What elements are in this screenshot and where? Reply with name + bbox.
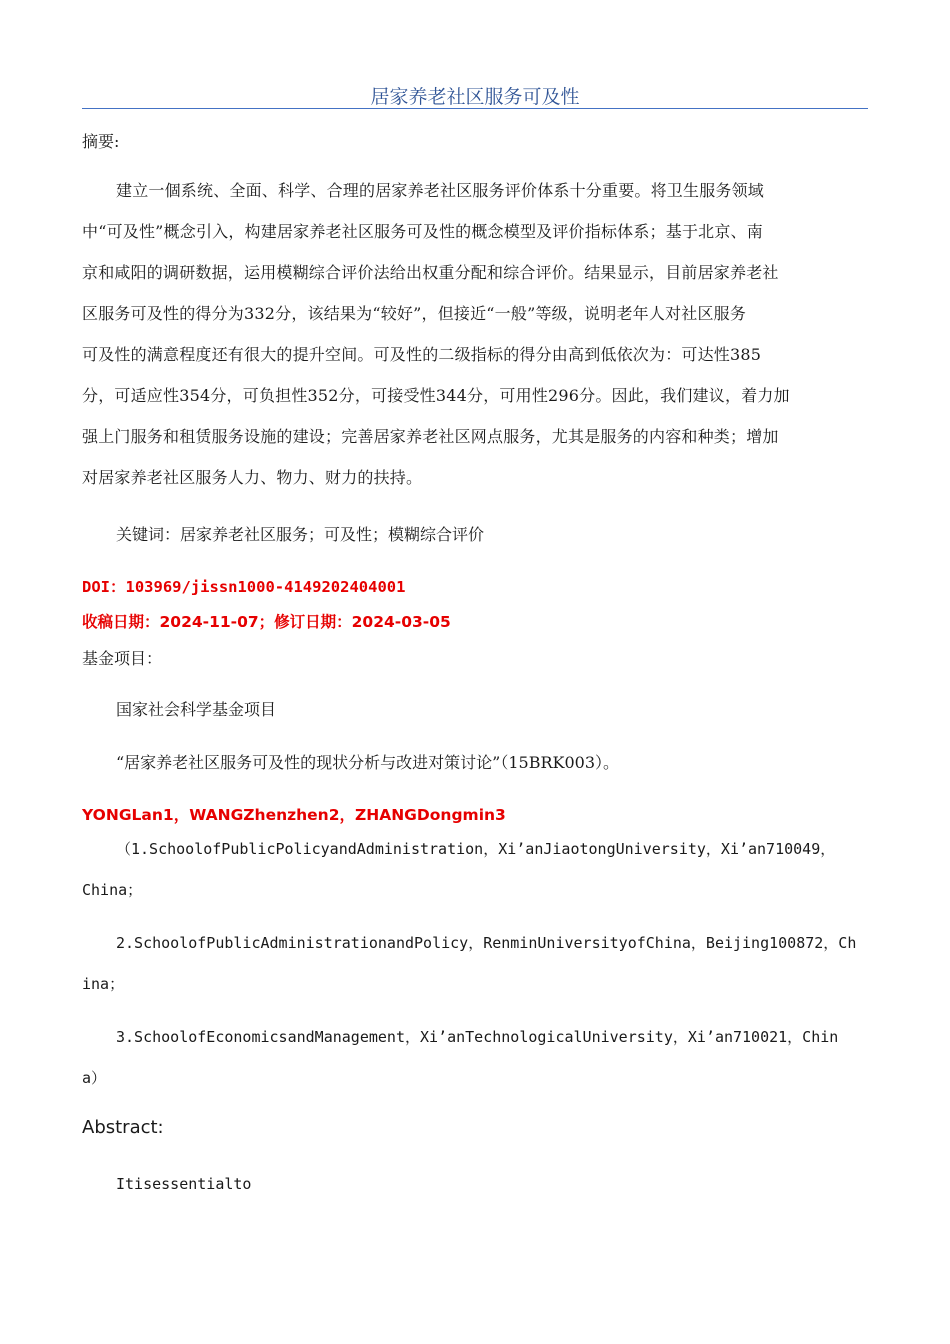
authors: YONGLan1，WANGZhenzhen2，ZHANGDongmin3 — [82, 806, 506, 824]
affiliation-line: （1.SchoolofPublicPolicyandAdministration，Xi’anJiaotongUniversity，Xi’an710049， — [116, 840, 836, 858]
affiliation-line: a） — [82, 1069, 107, 1087]
fund-label: 基金项目： — [82, 649, 163, 668]
abstract-cn-line: 对居家养老社区服务人力、物力、财力的扶持。 — [82, 468, 423, 487]
keywords: 关键词：居家养老社区服务；可及性；模糊综合评价 — [116, 525, 485, 544]
fund-name: 国家社会科学基金项目 — [116, 700, 277, 719]
abstract-cn-line: 京和咸阳的调研数据，运用模糊综合评价法给出权重分配和综合评价。结果显示，目前居家养老社 — [82, 263, 779, 282]
affiliation-line: 2.SchoolofPublicAdministrationandPolicy，RenminUniversityofChina，Beijing100872，Ch — [116, 934, 857, 952]
abstract-cn-line: 区服务可及性的得分为332分，该结果为“较好”，但接近“一般”等级，说明老年人对社区服务 — [82, 304, 747, 323]
abstract-cn-line: 可及性的满意程度还有很大的提升空间。可及性的二级指标的得分由高到低依次为：可达性385 — [82, 345, 762, 364]
abstract-en-body: Itisessentialto — [116, 1175, 252, 1193]
affiliation-line: China； — [82, 881, 143, 899]
affiliation-line: ina； — [82, 975, 125, 993]
abstract-cn-body — [82, 179, 872, 507]
abstract-cn-label: 摘要: — [82, 132, 120, 151]
abstract-cn-line: 分，可适应性354分，可负担性352分，可接受性344分，可用性296分。因此，我们建议，着力加 — [82, 386, 790, 405]
doi: DOI：103969/jissn1000-4149202404001 — [82, 578, 406, 596]
title-underline — [82, 108, 868, 109]
abstract-cn-line: 强上门服务和租赁服务设施的建设；完善居家养老社区网点服务，尤其是服务的内容和种类；增加 — [82, 427, 779, 446]
received-revised-dates: 收稿日期：2024-11-07；修订日期：2024-03-05 — [82, 613, 451, 631]
affiliation-line: 3.SchoolofEconomicsandManagement，Xi’anTechnologicalUniversity，Xi’an710021，Chin — [116, 1028, 839, 1046]
abstract-cn-line: 建立一個系统、全面、科学、合理的居家养老社区服务评价体系十分重要。将卫生服务领域 — [116, 181, 765, 200]
abstract-en-label: Abstract: — [82, 1117, 164, 1138]
fund-project: “居家养老社区服务可及性的现状分析与改进对策讨论”（15BRK003）。 — [116, 753, 620, 772]
abstract-cn-line: 中“可及性”概念引入，构建居家养老社区服务可及性的概念模型及评价指标体系；基于北京、南 — [82, 222, 763, 241]
document-title: 居家养老社区服务可及性 — [370, 86, 580, 108]
